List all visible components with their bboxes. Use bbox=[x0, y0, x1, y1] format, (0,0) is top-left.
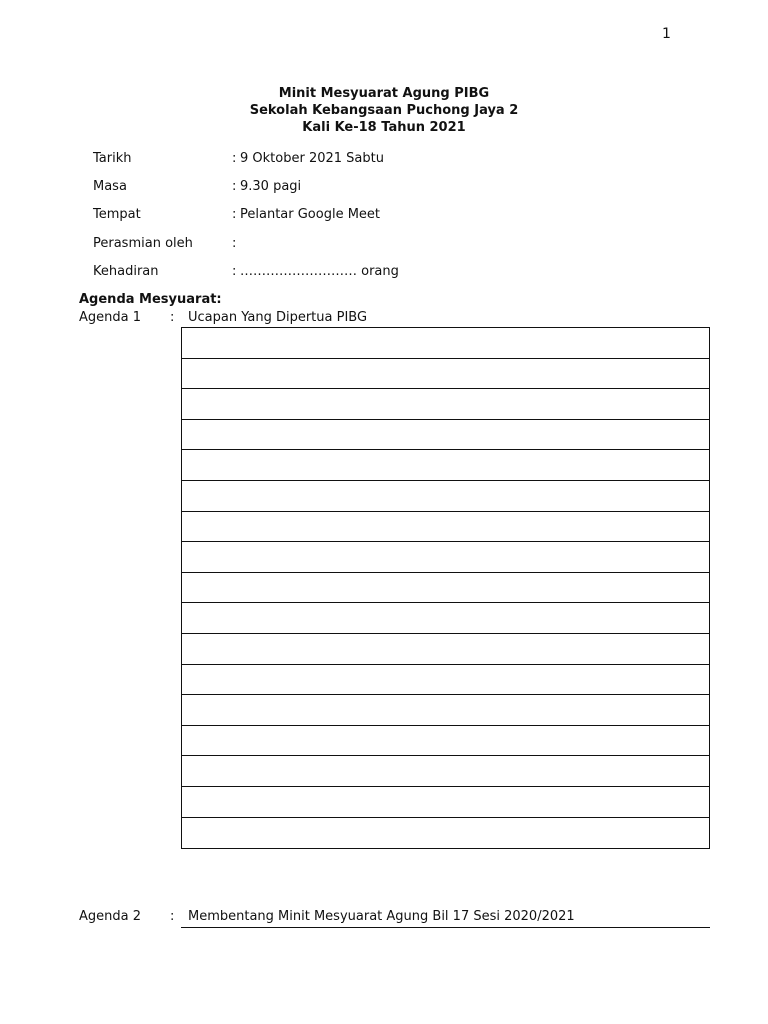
notes-line bbox=[182, 787, 709, 818]
detail-colon: : bbox=[232, 179, 237, 194]
agenda-1-notes-box bbox=[181, 327, 710, 849]
notes-line bbox=[182, 389, 709, 420]
notes-line bbox=[182, 450, 709, 481]
title-line-meeting: Minit Mesyuarat Agung PIBG bbox=[278, 86, 490, 101]
agenda-label: Agenda 2 bbox=[79, 909, 142, 924]
detail-colon: : bbox=[232, 151, 237, 166]
detail-label: Tempat bbox=[93, 207, 141, 222]
agenda-title: Ucapan Yang Dipertua PIBG bbox=[188, 310, 368, 325]
detail-label: Masa bbox=[93, 179, 127, 194]
notes-line bbox=[182, 695, 709, 726]
notes-line bbox=[182, 420, 709, 451]
notes-line bbox=[182, 726, 709, 757]
detail-label: Perasmian oleh bbox=[93, 236, 193, 251]
detail-value: 9 Oktober 2021 Sabtu bbox=[240, 151, 384, 166]
notes-line bbox=[182, 481, 709, 512]
notes-line bbox=[182, 542, 709, 573]
agenda-2-underline bbox=[181, 927, 710, 928]
detail-colon: : bbox=[232, 264, 237, 279]
agenda-colon: : bbox=[170, 909, 175, 924]
title-line-school: Sekolah Kebangsaan Puchong Jaya 2 bbox=[249, 103, 519, 118]
detail-value: Pelantar Google Meet bbox=[240, 207, 381, 222]
notes-line bbox=[182, 665, 709, 696]
agenda-title: Membentang Minit Mesyuarat Agung Bil 17 Sesi 2020/2021 bbox=[188, 909, 575, 924]
detail-label: Tarikh bbox=[93, 151, 132, 166]
notes-line bbox=[182, 512, 709, 543]
document-title bbox=[0, 85, 768, 136]
notes-line bbox=[182, 818, 709, 849]
detail-label: Kehadiran bbox=[93, 264, 159, 279]
notes-line bbox=[182, 756, 709, 787]
detail-value: ……………………… orang bbox=[240, 264, 399, 279]
title-line-session: Kali Ke-18 Tahun 2021 bbox=[302, 120, 466, 135]
page-number: 1 bbox=[662, 26, 671, 42]
agenda-colon: : bbox=[170, 310, 175, 325]
notes-line bbox=[182, 328, 709, 359]
detail-colon: : bbox=[232, 236, 237, 251]
agenda-label: Agenda 1 bbox=[79, 310, 142, 325]
agenda-heading: Agenda Mesyuarat: bbox=[79, 292, 222, 307]
detail-colon: : bbox=[232, 207, 237, 222]
notes-line bbox=[182, 634, 709, 665]
detail-value: 9.30 pagi bbox=[240, 179, 302, 194]
notes-line bbox=[182, 573, 709, 604]
notes-line bbox=[182, 359, 709, 390]
notes-line bbox=[182, 603, 709, 634]
